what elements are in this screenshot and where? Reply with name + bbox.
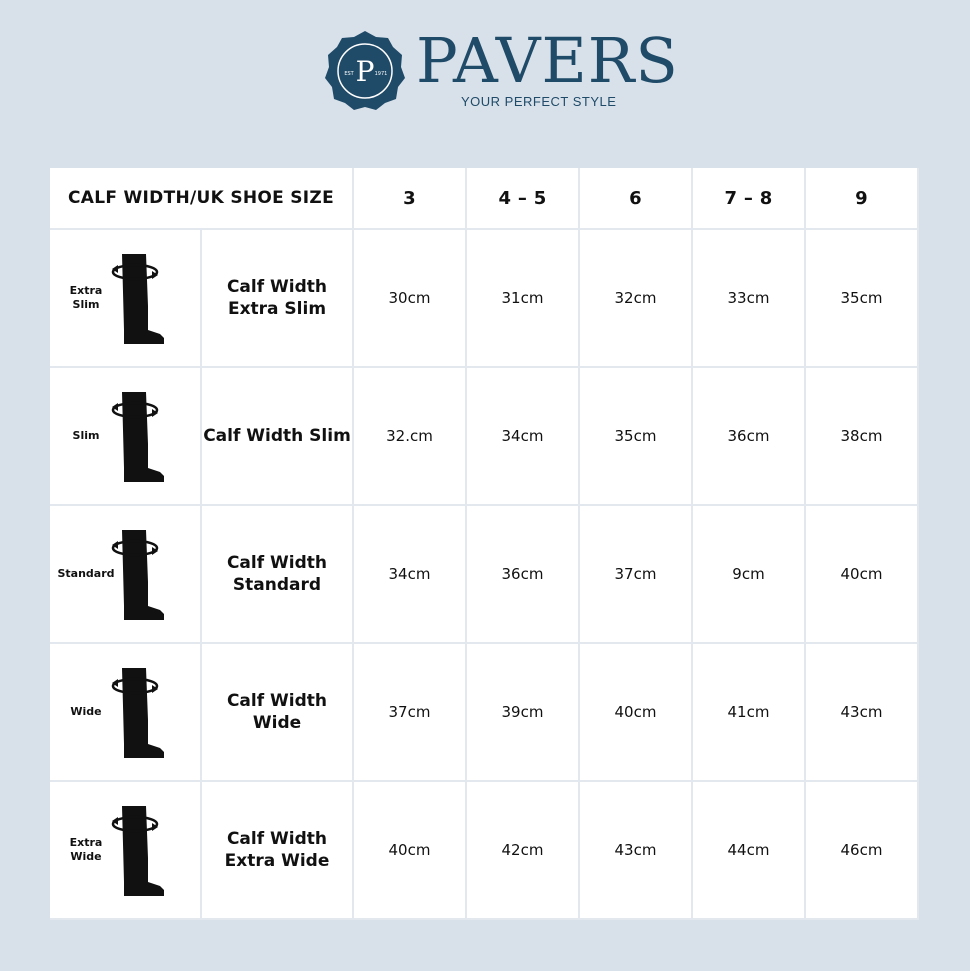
value-cell: 38cm (806, 368, 919, 506)
size-header: 6 (580, 168, 693, 230)
boot-icon-cell (50, 368, 202, 506)
boot-icon (108, 528, 168, 622)
svg-text:EST: EST (344, 71, 354, 77)
value-cell: 37cm (354, 644, 467, 782)
value-cell: 34cm (467, 368, 580, 506)
row-label: Calf Width Standard (202, 506, 354, 644)
value-cell: 40cm (354, 782, 467, 920)
value-cell: 31cm (467, 230, 580, 368)
size-header: 3 (354, 168, 467, 230)
boot-icon-cell (50, 230, 202, 368)
brand-tagline: YOUR PERFECT STYLE (461, 94, 617, 109)
boot-size-label: Extra Wide (69, 836, 103, 863)
value-cell: 41cm (693, 644, 806, 782)
row-label: Calf Width Extra Wide (202, 782, 354, 920)
size-header: 7 – 8 (693, 168, 806, 230)
boot-size-label: Wide (70, 705, 102, 718)
boot-size-label: Extra Slim (69, 284, 103, 311)
pavers-badge-icon (324, 30, 406, 112)
value-cell: 33cm (693, 230, 806, 368)
size-header: 4 – 5 (467, 168, 580, 230)
boot-icon-cell (50, 782, 202, 920)
value-cell: 35cm (580, 368, 693, 506)
corner-header: CALF WIDTH/UK SHOE SIZE (50, 168, 354, 230)
value-cell: 36cm (467, 506, 580, 644)
size-chart-table (50, 168, 919, 920)
table-row (50, 368, 919, 506)
value-cell: 39cm (467, 644, 580, 782)
value-cell: 46cm (806, 782, 919, 920)
row-label: Calf Width Extra Slim (202, 230, 354, 368)
header-row (50, 168, 919, 230)
boot-icon (108, 804, 168, 898)
value-cell: 43cm (806, 644, 919, 782)
value-cell: 34cm (354, 506, 467, 644)
table-row (50, 230, 919, 368)
boot-size-label: Slim (72, 429, 100, 442)
value-cell: 32cm (580, 230, 693, 368)
boot-icon (108, 666, 168, 760)
value-cell: 40cm (580, 644, 693, 782)
brand-logo (0, 0, 970, 140)
boot-icon-cell (50, 506, 202, 644)
brand-name: PAVERS (416, 24, 679, 97)
row-label: Calf Width Wide (202, 644, 354, 782)
value-cell: 30cm (354, 230, 467, 368)
value-cell: 36cm (693, 368, 806, 506)
boot-icon (108, 390, 168, 484)
table-row (50, 506, 919, 644)
size-header: 9 (806, 168, 919, 230)
row-label: Calf Width Slim (202, 368, 354, 506)
value-cell: 9cm (693, 506, 806, 644)
svg-text:1971: 1971 (374, 71, 388, 77)
value-cell: 37cm (580, 506, 693, 644)
value-cell: 44cm (693, 782, 806, 920)
value-cell: 40cm (806, 506, 919, 644)
table-row (50, 644, 919, 782)
boot-icon-cell (50, 644, 202, 782)
boot-icon (108, 252, 168, 346)
boot-size-label: Standard (57, 567, 115, 580)
value-cell: 42cm (467, 782, 580, 920)
value-cell: 43cm (580, 782, 693, 920)
value-cell: 35cm (806, 230, 919, 368)
svg-text:P: P (355, 55, 375, 88)
table-row (50, 782, 919, 920)
value-cell: 32.cm (354, 368, 467, 506)
